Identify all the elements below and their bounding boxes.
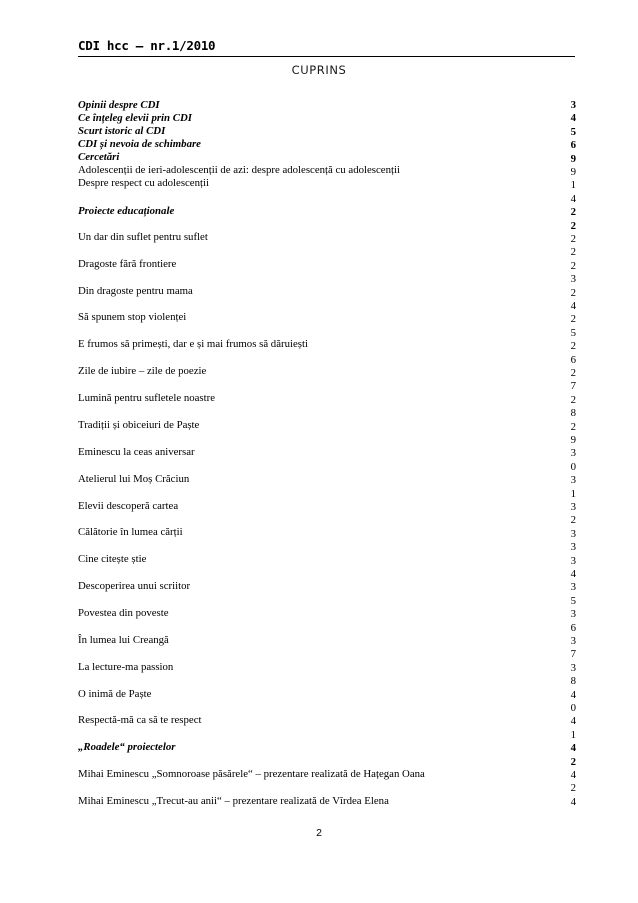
page-number-digit: 4 (570, 300, 576, 312)
toc-entry: Mihai Eminescu „Trecut-au anii“ – prezentare realizată de Vîrdea Elena (78, 795, 389, 807)
toc-entry: Să spunem stop violenței (78, 311, 187, 323)
page-number-digit: 2 (570, 393, 576, 406)
page-number-digit: 4 (570, 795, 576, 808)
page-number-digit: 2 (570, 259, 576, 272)
toc-entry: Scurt istoric al CDI (78, 125, 166, 137)
page-number-digit: 3 (570, 474, 576, 487)
toc-entry: Zile de iubire – zile de poezie (78, 365, 207, 377)
page-number-digit: 2 (570, 233, 576, 245)
page-number-digit: 3 (570, 527, 576, 540)
toc-entry: Descoperirea unui scriitor (78, 580, 191, 592)
toc-entry: Elevii descoperă cartea (78, 500, 179, 512)
toc-entry: Lumină pentru sufletele noastre (78, 392, 216, 404)
toc-entry: Mihai Eminescu „Somnoroase păsărele“ – prezentare realizată de Hațegan Oana (78, 768, 425, 780)
toc-entry: Opinii despre CDI (78, 99, 160, 111)
page-number-digit: 3 (570, 541, 576, 554)
page-number-digit: 3 (570, 635, 576, 647)
page-number-digit: 2 (570, 286, 576, 299)
page-number-digit: 2 (570, 313, 576, 326)
page-number-digit: 5 (570, 326, 576, 339)
page-number-digit: 4 (570, 568, 576, 580)
page-number-digit: 4 (570, 715, 576, 728)
toc-title: CUPRINS (291, 63, 347, 77)
page-number-digit: 2 (570, 206, 576, 219)
page-number-digit: 3 (570, 447, 576, 460)
page-number-digit: 3 (570, 581, 576, 594)
page-number-digit: 3 (570, 99, 576, 111)
page-number-footer: 2 (316, 827, 322, 839)
page-number-digit: 8 (570, 675, 576, 688)
page-number-digit: 5 (570, 125, 576, 138)
page-number-digit: 0 (570, 702, 576, 714)
page-number-digit: 4 (570, 192, 576, 205)
page-number-digit: 2 (570, 420, 576, 433)
page-number-digit: 2 (570, 514, 576, 527)
toc-entry: La lecture-ma passion (78, 661, 174, 673)
page-number-digit: 6 (570, 621, 576, 634)
page-number-digit: 3 (570, 501, 576, 513)
page-number-digit: 3 (570, 661, 576, 674)
toc-entry: Tradiții și obiceiuri de Paște (78, 419, 200, 431)
publication-header: CDI hcc – nr.1/2010 (78, 38, 216, 53)
page-number-digit: 7 (570, 380, 576, 393)
page-number-digit: 6 (570, 139, 576, 152)
toc-entry: O inimă de Paște (78, 688, 152, 700)
toc-entry: Atelierul lui Moș Crăciun (78, 473, 190, 485)
page-number-digit: 3 (570, 273, 576, 286)
toc-entry: Călătorie în lumea cărții (78, 526, 183, 538)
page-number-digit: 9 (570, 152, 576, 165)
toc-entry: Adolescenții de ieri-adolescenții de azi: despre adolescență cu adolescenții (78, 164, 400, 176)
toc-entry: Respectă-mă ca să te respect (78, 714, 202, 726)
toc-entry: Cercetări (78, 151, 120, 163)
page-number-digit: 9 (570, 434, 576, 446)
page-number-digit: 2 (570, 340, 576, 353)
page-number-digit: 4 (570, 769, 576, 781)
toc-entry: Un dar din suflet pentru suflet (78, 231, 208, 243)
page-number-digit: 8 (570, 407, 576, 420)
page-number-digit: 6 (570, 353, 576, 366)
page-number-digit: 2 (570, 782, 576, 795)
toc-entry: Despre respect cu adolescenții (78, 177, 210, 189)
toc-entry: Dragoste fără frontiere (78, 258, 177, 270)
page-number-digit: 2 (570, 755, 576, 768)
page-number-digit: 3 (570, 554, 576, 567)
toc-entry: Eminescu la ceas aniversar (78, 446, 195, 458)
toc-entry: Din dragoste pentru mama (78, 285, 193, 297)
page-number-digit: 7 (570, 648, 576, 661)
toc-entry: Ce înțeleg elevii prin CDI (78, 112, 192, 124)
page-number-digit: 2 (570, 367, 576, 379)
page-number-digit: 2 (570, 246, 576, 259)
page-number-digit: 9 (570, 166, 576, 178)
toc-entry: CDI și nevoia de schimbare (78, 138, 201, 150)
page-number-digit: 3 (570, 608, 576, 621)
page-number-digit: 5 (570, 594, 576, 607)
toc-entry: Cine citește știe (78, 553, 147, 565)
page-number-digit: 0 (570, 460, 576, 473)
page-number-digit: 2 (570, 219, 576, 232)
page-number-digit: 4 (570, 688, 576, 701)
toc-entry: „Roadele“ proiectelor (78, 741, 176, 753)
toc-entry: În lumea lui Creangă (78, 634, 169, 646)
toc-entry: E frumos să primești, dar e și mai frumos să dăruiești (78, 338, 308, 350)
page-number-digit: 4 (570, 112, 576, 125)
toc-entry: Proiecte educaționale (78, 205, 175, 217)
page-number-digit: 1 (570, 179, 576, 192)
page-number-digit: 4 (570, 742, 576, 755)
toc-entry: Povestea din poveste (78, 607, 169, 619)
page-number-digit: 1 (570, 728, 576, 741)
page-number-digit: 1 (570, 487, 576, 500)
